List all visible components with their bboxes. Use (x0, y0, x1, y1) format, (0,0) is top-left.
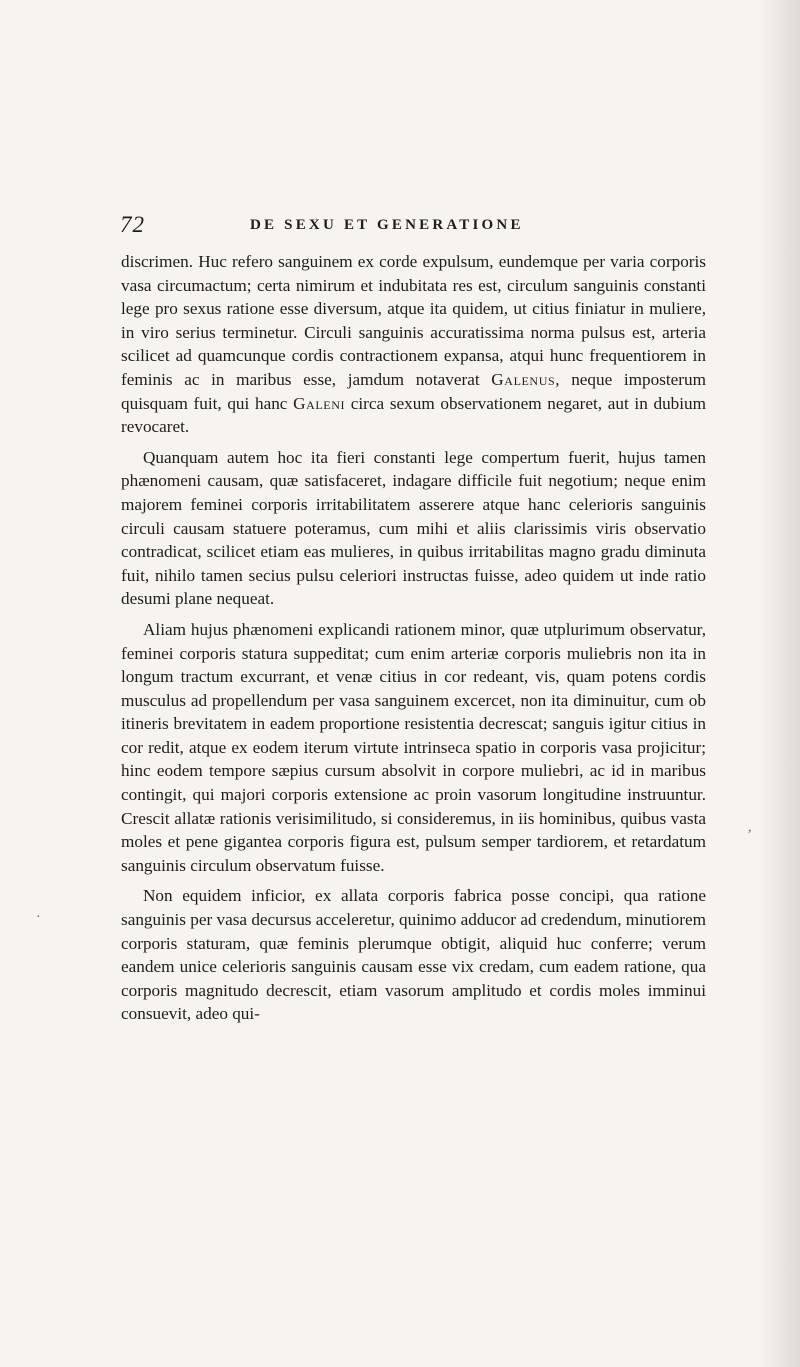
text-run: circa sexum observationem negaret, aut in dubium revocaret. (121, 393, 706, 437)
text-run: Aliam hujus phænomeni explicandi rationem minor, quæ utplurimum observatur, feminei corporis statura suppeditat; cum enim arteriæ corporis muliebris non ita in longum tractum excurrant, et venæ citius in cor redeant, vis, quam potens cordis musculus ad propellendum per vasa sanguinem excercet, non ita diminuitur, cum ob itineris brevitatem in eadem proportione resistentia decrescat; sanguis igitur citius in cor redit, atque ex eodem iterum virtute intrinseca spatio in corporis vasa projicitur; hinc eodem tempore sæpius cursum absolvit in corpore muliebri, ac id in maribus contingit, qui majori corporis extensione ac proin vasorum longitudine instruuntur. Crescit allatæ rationis verisimilitudo, si consideremus, in iis hominibus, quibus vasta moles et pene gigantea corporis figura est, pulsum semper tardiorem, et retardatum sanguinis circulum observatum fuisse. (121, 619, 706, 875)
running-title: DE SEXU ET GENERATIONE (250, 217, 524, 233)
author-name: Galeni (293, 393, 346, 413)
paragraph (121, 618, 706, 878)
text-run: , neque imposterum quisquam fuit, qui hanc (121, 369, 706, 413)
text-run: Quanquam autem hoc ita fieri constanti lege compertum fuerit, hujus tamen phænomeni causam, quæ satisfaceret, indagare difficile fuit negotium; neque enim majorem feminei corporis irritabilitatem asserere atque hanc celerioris sanguinis circuli causam statuere poteramus, cum mihi et aliis clarissimis viris observatio contradicat, scilicet etiam eas mulieres, in quibus irritabilitas magno gradu diminuta fuit, nihilo tamen secius pulsu celeriori instructas fuisse, adeo quidem ut inde ratio desumi plane nequeat. (121, 447, 706, 609)
text-run: Non equidem inficior, ex allata corporis fabrica posse concipi, qua ratione sanguinis per vasa decursus acceleretur, quinimo adducor ad credendum, minutiorem corporis staturam, quæ feminis plerumque obtigit, aliquid huc conferre; verum eandem unice celerioris sanguinis causam esse vix credam, cum eadem ratione, qua corporis magnitudo decrescit, etiam vasorum amplitudo et cordis moles imminui consuevit, adeo qui- (121, 886, 706, 1024)
paragraph (121, 446, 706, 611)
body-text (121, 250, 706, 1033)
margin-speck: , (748, 820, 752, 835)
margin-speck: · (36, 910, 41, 925)
page-number: 72 (120, 212, 145, 237)
page-edge-shadow (760, 0, 800, 1367)
paragraph (121, 884, 706, 1026)
author-name: Galenus (491, 369, 556, 389)
text-run: discrimen. Huc refero sanguinem ex corde expulsum, eundemque per varia corporis vasa circumactum; certa nimirum et indubitata res est, circulum sanguinis constanti lege pro sexus ratione esse diversum, atque ita quidem, ut citius finiatur in muliere, in viro serius terminetur. Circuli sanguinis accuratissima norma pulsus est, arteria scilicet ad quamcunque cordis contractionem expansa, atqui hunc frequentiorem in feminis ac in maribus esse, jamdum notaverat (121, 252, 706, 389)
running-head (120, 212, 710, 240)
paragraph (121, 250, 706, 439)
